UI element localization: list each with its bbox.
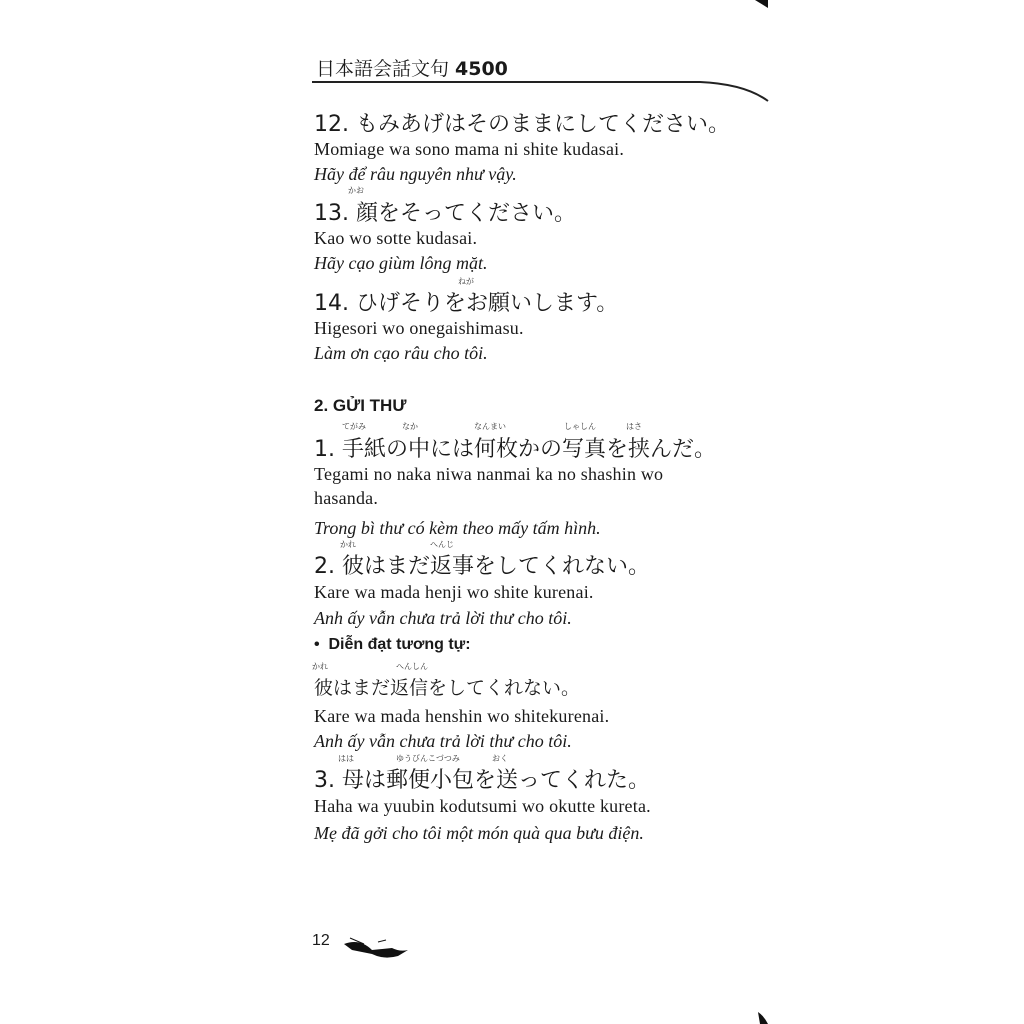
- entry-2-vietnamese: Anh ấy vẫn chưa trả lời thư cho tôi.: [314, 608, 572, 628]
- entry-13-japanese: 13. 顔をそってください。: [314, 201, 576, 226]
- entry-2-japanese: 2. 彼はまだ返事をしてくれない。: [314, 554, 650, 579]
- entry-1-romaji-line2: hasanda.: [314, 488, 379, 508]
- similar-expression-label: [314, 636, 471, 654]
- furigana: かれ: [312, 662, 328, 671]
- similar-romaji: Kare wa mada henshin wo shitekurenai.: [314, 706, 610, 726]
- furigana: おく: [492, 754, 508, 763]
- corner-mark-bottom: [758, 1012, 768, 1024]
- similar-vietnamese: Anh ấy vẫn chưa trả lời thư cho tôi.: [314, 731, 572, 751]
- similar-label-text: Diễn đạt tương tự:: [328, 636, 471, 653]
- furigana: しゃしん: [564, 422, 596, 431]
- corner-mark-top: [755, 0, 768, 8]
- furigana: なか: [402, 422, 418, 431]
- similar-japanese: 彼はまだ返信をしてくれない。: [314, 677, 581, 699]
- furigana: かお: [348, 186, 364, 195]
- entry-1-vietnamese: Trong bì thư có kèm theo mấy tấm hình.: [314, 518, 601, 538]
- entry-1-japanese: 1. 手紙の中には何枚かの写真を挟んだ。: [314, 437, 716, 462]
- furigana: へんじ: [430, 540, 454, 549]
- entry-14-romaji: Higesori wo onegaishimasu.: [314, 318, 524, 338]
- furigana: ゆうびんこづつみ: [396, 754, 460, 763]
- entry-14-vietnamese: Làm ơn cạo râu cho tôi.: [314, 343, 488, 363]
- entry-13-vietnamese: Hãy cạo giùm lông mặt.: [314, 253, 488, 273]
- entry-12-japanese: 12. もみあげはそのままにしてください。: [314, 112, 730, 137]
- furigana: へんしん: [396, 662, 428, 671]
- entry-2-romaji: Kare wa mada henji wo shite kurenai.: [314, 582, 594, 602]
- entry-3-romaji: Haha wa yuubin kodutsumi wo okutte kureta.: [314, 796, 651, 816]
- furigana: なんまい: [474, 422, 506, 431]
- entry-13-romaji: Kao wo sotte kudasai.: [314, 228, 478, 248]
- page-ornament: [344, 942, 408, 958]
- entry-1-romaji-line1: Tegami no naka niwa nanmai ka no shashin wo: [314, 464, 664, 484]
- entry-12-vietnamese: Hãy để râu nguyên như vậy.: [314, 164, 517, 184]
- furigana: かれ: [340, 540, 356, 549]
- header-rule: [312, 82, 768, 101]
- header-title: [316, 54, 508, 81]
- header-title-text: 日本語会話文句: [316, 58, 450, 80]
- header-number: 4500: [455, 58, 508, 80]
- entry-14-japanese: 14. ひげそりをお願いします。: [314, 291, 619, 316]
- furigana: はさ: [626, 422, 642, 431]
- entry-12-romaji: Momiage wa sono mama ni shite kudasai.: [314, 139, 625, 159]
- entry-3-japanese: 3. 母は郵便小包を送ってくれた。: [314, 768, 650, 793]
- page-number: 12: [312, 932, 330, 949]
- furigana: はは: [338, 754, 354, 763]
- furigana: てがみ: [342, 422, 366, 431]
- bullet-icon: •: [314, 636, 320, 653]
- section-heading: 2. GỬI THƯ: [314, 396, 407, 415]
- entry-3-vietnamese: Mẹ đã gởi cho tôi một món quà qua bưu điện.: [314, 823, 644, 843]
- furigana: ねが: [458, 277, 474, 286]
